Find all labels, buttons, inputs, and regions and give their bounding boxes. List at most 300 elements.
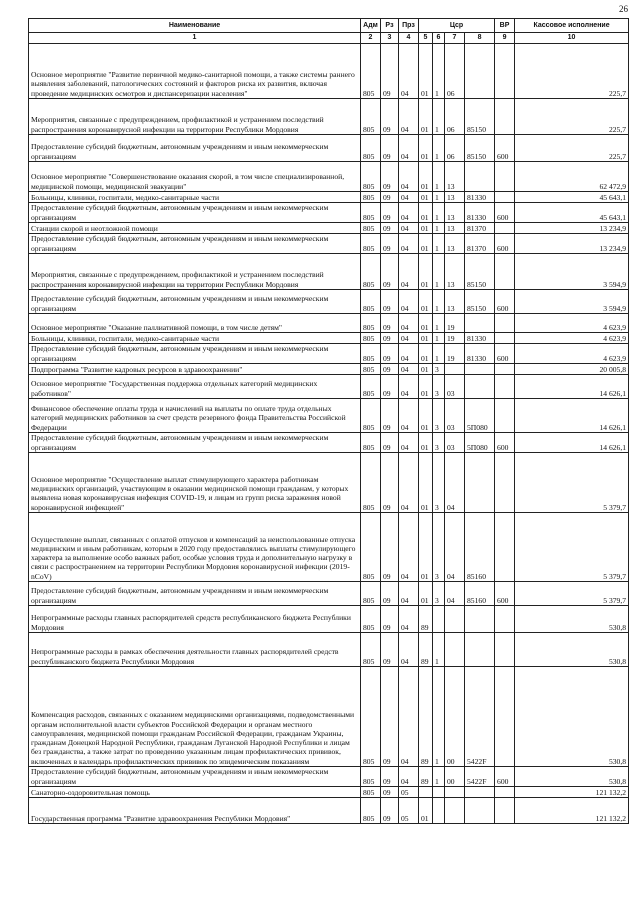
row-vr [495,399,515,433]
row-vr [495,254,515,290]
row-vr [495,223,515,234]
row-csr-event: 19 [445,344,465,364]
table-row [29,375,629,399]
row-prz: 04 [399,135,419,162]
row-rz: 09 [381,254,399,290]
row-prz: 04 [399,433,419,453]
row-name: Непрограммные расходы главных распорядителей средств республиканского бюджета Республики Мордовия [29,606,361,633]
row-rz: 09 [381,290,399,314]
column-number: 7 [445,33,465,44]
row-sum: 45 643,1 [515,192,629,203]
row-csr-program: 01 [419,333,433,344]
row-sum: 4 623,9 [515,344,629,364]
row-csr-direction [465,364,495,375]
row-rz: 09 [381,433,399,453]
row-adm: 805 [361,344,381,364]
row-csr-direction [465,798,495,824]
row-vr: 600 [495,433,515,453]
row-adm: 805 [361,234,381,254]
table-row [29,162,629,192]
row-csr-event: 13 [445,203,465,223]
row-rz: 09 [381,399,399,433]
table-row [29,192,629,203]
row-csr-subprogram: 1 [433,99,445,135]
row-name: Больницы, клиники, госпитали, медико-санитарные части [29,192,361,203]
table-row [29,606,629,633]
row-vr [495,667,515,767]
row-prz: 04 [399,254,419,290]
row-name: Осуществление выплат, связанных с оплатой отпусков и компенсаций за неиспользованные отпуска медицинским и иным работникам, которым в 2020 году предоставлялись выплаты стимулирующего характера за выполнение особо важных работ, особые условия труда и дополнительную нагрузку в связи с распространением на территории Республики Мордовия коронавирусной инфекции (2019-nCoV) [29,513,361,582]
row-sum: 225,7 [515,99,629,135]
table-row [29,234,629,254]
column-number: 9 [495,33,515,44]
row-adm: 805 [361,582,381,606]
row-csr-program: 01 [419,223,433,234]
row-adm: 805 [361,314,381,333]
row-sum: 4 623,9 [515,314,629,333]
row-csr-subprogram: 1 [433,290,445,314]
row-vr [495,44,515,99]
row-adm: 805 [361,44,381,99]
row-vr: 600 [495,767,515,787]
row-rz: 09 [381,787,399,798]
row-vr [495,633,515,667]
row-prz: 04 [399,513,419,582]
row-csr-subprogram: 3 [433,364,445,375]
row-csr-program: 89 [419,606,433,633]
row-csr-direction [465,453,495,513]
row-sum: 14 626,1 [515,375,629,399]
row-csr-subprogram [433,798,445,824]
row-vr: 600 [495,234,515,254]
row-csr-direction [465,162,495,192]
row-csr-subprogram: 1 [433,135,445,162]
row-adm: 805 [361,453,381,513]
row-csr-subprogram: 3 [433,433,445,453]
row-csr-direction: 85150 [465,290,495,314]
table-row [29,344,629,364]
row-rz: 09 [381,135,399,162]
column-number: 6 [433,33,445,44]
row-vr [495,375,515,399]
row-sum: 62 472,9 [515,162,629,192]
column-number: 2 [361,33,381,44]
row-csr-program: 89 [419,667,433,767]
row-sum: 225,7 [515,44,629,99]
row-csr-direction: 85150 [465,135,495,162]
row-vr [495,513,515,582]
row-csr-direction: 5П080 [465,433,495,453]
row-sum: 530,8 [515,767,629,787]
row-csr-program: 01 [419,582,433,606]
table-row [29,399,629,433]
row-name: Станции скорой и неотложной помощи [29,223,361,234]
row-sum: 20 005,8 [515,364,629,375]
row-name: Больницы, клиники, госпитали, медико-санитарные части [29,333,361,344]
table-row [29,333,629,344]
row-adm: 805 [361,667,381,767]
row-prz: 04 [399,453,419,513]
row-rz: 09 [381,234,399,254]
row-name: Мероприятия, связанные с предупреждением, профилактикой и устранением последствий распространения коронавирусной инфекции на территории Республики Мордовия [29,99,361,135]
row-rz: 09 [381,44,399,99]
row-sum: 530,8 [515,667,629,767]
row-csr-subprogram: 1 [433,162,445,192]
row-csr-direction: 85150 [465,254,495,290]
row-sum: 530,8 [515,633,629,667]
row-adm: 805 [361,513,381,582]
row-csr-direction: 81330 [465,344,495,364]
header-csr: Цср [419,19,495,33]
row-vr: 600 [495,135,515,162]
table-row [29,787,629,798]
row-vr [495,364,515,375]
row-csr-event: 13 [445,290,465,314]
column-number: 1 [29,33,361,44]
row-sum: 121 132,2 [515,787,629,798]
row-csr-direction: 81370 [465,234,495,254]
row-csr-event: 04 [445,513,465,582]
row-csr-subprogram: 3 [433,453,445,513]
row-name: Предоставление субсидий бюджетным, автономным учреждениям и иным некоммерческим организациям [29,290,361,314]
column-number-row [29,33,629,44]
row-vr [495,333,515,344]
row-rz: 09 [381,162,399,192]
row-csr-direction [465,606,495,633]
row-csr-program: 01 [419,513,433,582]
row-csr-event: 06 [445,44,465,99]
row-csr-event: 03 [445,399,465,433]
row-rz: 09 [381,633,399,667]
row-csr-event: 06 [445,135,465,162]
row-rz: 09 [381,223,399,234]
table-row [29,767,629,787]
row-sum: 4 623,9 [515,333,629,344]
row-csr-direction: 85150 [465,99,495,135]
table-row [29,798,629,824]
table-row [29,99,629,135]
row-csr-subprogram: 1 [433,254,445,290]
header-rz: Рз [381,19,399,33]
row-vr [495,314,515,333]
row-name: Непрограммные расходы в рамках обеспечения деятельности главных распорядителей средств республиканского бюджета Республики Мордовия [29,633,361,667]
row-csr-program: 01 [419,162,433,192]
row-rz: 09 [381,375,399,399]
row-csr-direction: 85160 [465,582,495,606]
row-csr-event: 13 [445,192,465,203]
row-sum: 3 594,9 [515,290,629,314]
row-rz: 09 [381,99,399,135]
row-name: Санаторно-оздоровительная помощь [29,787,361,798]
table-row [29,135,629,162]
row-csr-event: 13 [445,162,465,192]
row-rz: 09 [381,513,399,582]
row-vr [495,162,515,192]
row-csr-subprogram: 1 [433,234,445,254]
row-csr-program: 01 [419,135,433,162]
row-csr-direction: 5422F [465,667,495,767]
row-csr-subprogram: 1 [433,767,445,787]
row-prz: 04 [399,162,419,192]
row-csr-subprogram: 3 [433,399,445,433]
row-csr-event: 13 [445,254,465,290]
row-adm: 805 [361,767,381,787]
row-prz: 04 [399,667,419,767]
row-csr-program: 01 [419,44,433,99]
row-csr-subprogram: 3 [433,582,445,606]
row-csr-event: 19 [445,333,465,344]
row-name: Подпрограмма "Развитие кадровых ресурсов в здравоохранении" [29,364,361,375]
table-row [29,314,629,333]
row-csr-direction: 5422F [465,767,495,787]
row-prz: 04 [399,364,419,375]
table-row [29,453,629,513]
row-prz: 04 [399,633,419,667]
row-adm: 805 [361,375,381,399]
page-number: 26 [619,4,628,14]
table-row [29,223,629,234]
row-name: Мероприятия, связанные с предупреждением, профилактикой и устранением последствий распространения коронавирусной инфекции на территории Республики Мордовия [29,254,361,290]
row-csr-subprogram: 3 [433,375,445,399]
row-prz: 04 [399,606,419,633]
row-csr-event: 06 [445,99,465,135]
row-csr-program: 01 [419,399,433,433]
row-csr-subprogram [433,606,445,633]
table-body [29,44,629,824]
row-name: Основное мероприятие "Государственная поддержка отдельных категорий медицинских работников" [29,375,361,399]
row-sum: 14 626,1 [515,433,629,453]
row-csr-subprogram: 1 [433,314,445,333]
row-rz: 09 [381,333,399,344]
row-csr-direction: 5П080 [465,399,495,433]
column-number: 5 [419,33,433,44]
row-name: Основное мероприятие "Осуществление выплат стимулирующего характера работникам медицинских организаций, участвующим в оказании медицинской помощи гражданам, у которых выявлена новая коронавирусная инфекция COVID-19, и лицам из групп риска заражения новой коронавирусной инфекцией" [29,453,361,513]
row-prz: 04 [399,234,419,254]
row-csr-event: 00 [445,667,465,767]
row-sum: 5 379,7 [515,453,629,513]
row-name: Финансовое обеспечение оплаты труда и начислений на выплаты по оплате труда отдельных категорий медицинских работников за счет средств резервного фонда Правительства Российской Федерации [29,399,361,433]
table-row [29,513,629,582]
row-csr-subprogram: 1 [433,203,445,223]
row-name: Основное мероприятие "Совершенствование оказания скорой, в том числе специализированной, медицинской помощи, медицинской эвакуации" [29,162,361,192]
column-number: 4 [399,33,419,44]
row-csr-event [445,633,465,667]
row-sum: 121 132,2 [515,798,629,824]
row-csr-direction: 85160 [465,513,495,582]
row-prz: 05 [399,787,419,798]
row-vr [495,606,515,633]
row-adm: 805 [361,223,381,234]
row-csr-subprogram: 1 [433,223,445,234]
row-name: Предоставление субсидий бюджетным, автономным учреждениям и иным некоммерческим организациям [29,234,361,254]
row-csr-direction [465,633,495,667]
row-prz: 04 [399,582,419,606]
row-rz: 09 [381,314,399,333]
header-adm: Адм [361,19,381,33]
row-csr-program: 01 [419,344,433,364]
row-name: Предоставление субсидий бюджетным, автономным учреждениям и иным некоммерческим организациям [29,767,361,787]
budget-execution-table [28,18,629,824]
row-csr-program: 01 [419,254,433,290]
row-adm: 805 [361,254,381,290]
table-row [29,667,629,767]
row-csr-subprogram: 1 [433,192,445,203]
table-row [29,44,629,99]
row-csr-event: 19 [445,314,465,333]
row-adm: 805 [361,99,381,135]
table-row [29,582,629,606]
row-vr: 600 [495,344,515,364]
row-adm: 805 [361,787,381,798]
header-prz: Прз [399,19,419,33]
row-csr-subprogram [433,787,445,798]
row-csr-direction: 81330 [465,333,495,344]
row-name: Государственная программа "Развитие здравоохранения Республики Мордовия" [29,798,361,824]
row-vr [495,453,515,513]
row-csr-program: 01 [419,364,433,375]
row-rz: 09 [381,453,399,513]
row-adm: 805 [361,433,381,453]
row-vr [495,787,515,798]
row-rz: 09 [381,203,399,223]
row-csr-program: 89 [419,767,433,787]
row-sum: 5 379,7 [515,513,629,582]
row-name: Компенсация расходов, связанных с оказанием медицинскими организациями, подведомственными органам исполнительной власти субъектов Российской Федерации и органам местного самоуправления, медицинской помощи гражданам Российской Федерации, гражданам Украины, гражданам Донецкой Народной Республики, гражданам Луганской Народной Республики и лицам без гражданства, а также затрат по проведению указанным лицам профилактических прививок, включенных в календарь профилактических прививок по эпидемическим показаниям [29,667,361,767]
row-adm: 805 [361,192,381,203]
row-csr-subprogram: 1 [433,667,445,767]
row-csr-direction: 81330 [465,203,495,223]
row-csr-event [445,798,465,824]
table-row [29,364,629,375]
row-sum: 45 643,1 [515,203,629,223]
row-csr-event: 03 [445,433,465,453]
row-csr-program [419,787,433,798]
row-csr-event: 03 [445,375,465,399]
row-csr-program: 01 [419,192,433,203]
row-csr-direction [465,44,495,99]
row-prz: 04 [399,767,419,787]
row-name: Предоставление субсидий бюджетным, автономным учреждениям и иным некоммерческим организациям [29,203,361,223]
row-rz: 09 [381,344,399,364]
row-csr-program: 01 [419,99,433,135]
header-name: Наименование [29,19,361,33]
row-csr-program: 01 [419,375,433,399]
row-csr-subprogram: 1 [433,44,445,99]
row-prz: 04 [399,399,419,433]
row-vr: 600 [495,290,515,314]
row-csr-program: 01 [419,314,433,333]
row-csr-event: 00 [445,767,465,787]
row-adm: 805 [361,606,381,633]
row-prz: 04 [399,99,419,135]
row-adm: 805 [361,135,381,162]
table-row [29,203,629,223]
row-rz: 09 [381,767,399,787]
row-csr-direction: 81370 [465,223,495,234]
row-csr-event [445,787,465,798]
row-sum: 3 594,9 [515,254,629,290]
row-adm: 805 [361,290,381,314]
column-number: 3 [381,33,399,44]
row-csr-event: 04 [445,453,465,513]
row-rz: 09 [381,798,399,824]
row-prz: 04 [399,344,419,364]
row-vr: 600 [495,203,515,223]
row-csr-subprogram: 1 [433,333,445,344]
row-csr-event: 13 [445,234,465,254]
row-csr-program: 01 [419,234,433,254]
row-name: Предоставление субсидий бюджетным, автономным учреждениям и иным некоммерческим организациям [29,582,361,606]
table-row [29,254,629,290]
table-row [29,290,629,314]
table-row [29,433,629,453]
row-sum: 225,7 [515,135,629,162]
row-adm: 805 [361,364,381,375]
header-sum: Кассовое исполнение [515,19,629,33]
row-sum: 13 234,9 [515,234,629,254]
row-adm: 805 [361,633,381,667]
row-rz: 09 [381,192,399,203]
row-adm: 805 [361,798,381,824]
row-prz: 04 [399,333,419,344]
row-vr [495,798,515,824]
row-rz: 09 [381,364,399,375]
column-number: 8 [465,33,495,44]
row-name: Предоставление субсидий бюджетным, автономным учреждениям и иным некоммерческим организациям [29,433,361,453]
row-prz: 04 [399,223,419,234]
column-number: 10 [515,33,629,44]
row-name: Основное мероприятие "Оказание паллиативной помощи, в том числе детям" [29,314,361,333]
row-csr-event: 04 [445,582,465,606]
row-prz: 04 [399,192,419,203]
row-csr-subprogram: 3 [433,513,445,582]
row-adm: 805 [361,162,381,192]
row-csr-program: 01 [419,203,433,223]
row-csr-direction [465,787,495,798]
header-vr: ВР [495,19,515,33]
table-row [29,633,629,667]
row-csr-subprogram: 1 [433,633,445,667]
row-name: Предоставление субсидий бюджетным, автономным учреждениям и иным некоммерческим организациям [29,135,361,162]
row-csr-event: 13 [445,223,465,234]
row-prz: 04 [399,375,419,399]
row-csr-program: 01 [419,798,433,824]
row-csr-direction [465,375,495,399]
row-adm: 805 [361,333,381,344]
row-sum: 5 379,7 [515,582,629,606]
row-name: Предоставление субсидий бюджетным, автономным учреждениям и иным некоммерческим организациям [29,344,361,364]
row-rz: 09 [381,606,399,633]
row-vr [495,99,515,135]
row-csr-event [445,606,465,633]
row-rz: 09 [381,582,399,606]
row-name: Основное мероприятие "Развитие первичной медико-санитарной помощи, а также системы раннего выявления заболеваний, патологических состояний и факторов риска их развития, включая проведение медицинских осмотров и диспансеризации населения" [29,44,361,99]
row-prz: 05 [399,798,419,824]
row-csr-program: 01 [419,433,433,453]
row-prz: 04 [399,44,419,99]
row-csr-direction: 81330 [465,192,495,203]
row-sum: 530,8 [515,606,629,633]
row-sum: 14 626,1 [515,399,629,433]
row-csr-event [445,364,465,375]
row-csr-program: 89 [419,633,433,667]
row-prz: 04 [399,203,419,223]
row-adm: 805 [361,203,381,223]
row-csr-program: 01 [419,453,433,513]
row-vr: 600 [495,582,515,606]
row-adm: 805 [361,399,381,433]
row-csr-direction [465,314,495,333]
